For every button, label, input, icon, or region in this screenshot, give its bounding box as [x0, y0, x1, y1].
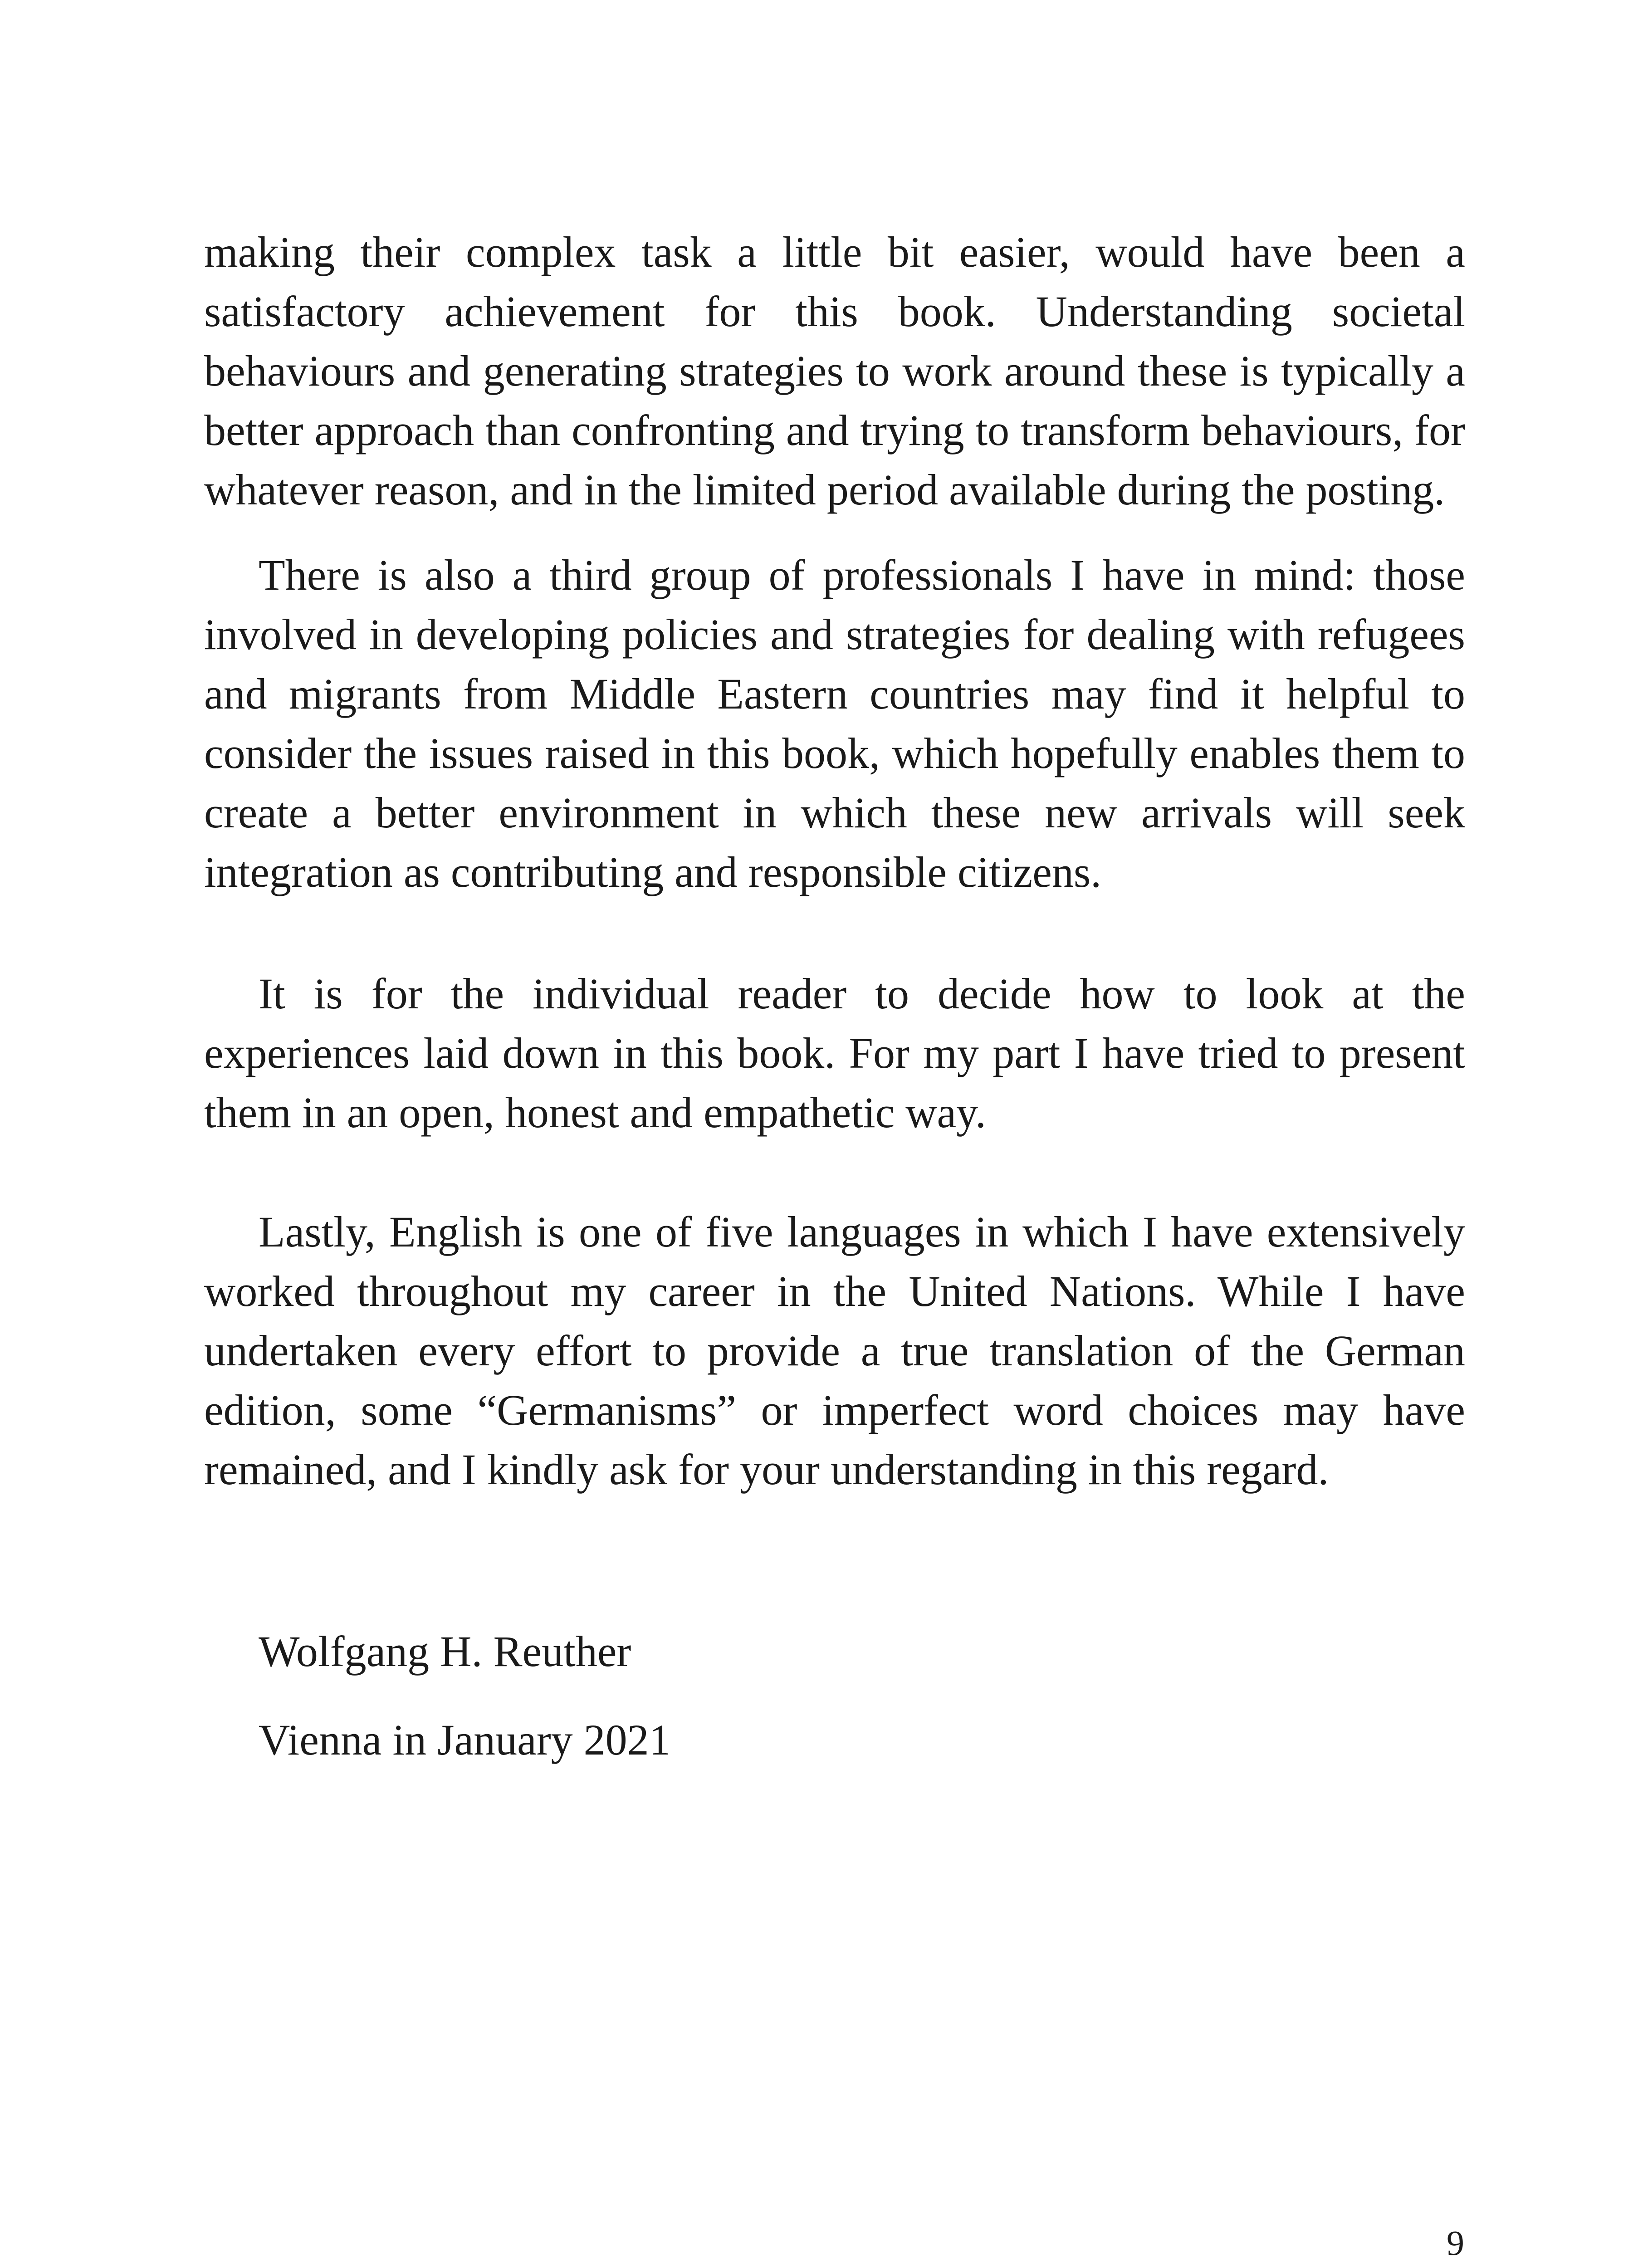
page-number: 9	[1447, 2223, 1464, 2263]
paragraph-reader-decision: It is for the individual reader to decide how to look at the experiences laid down in this book. For my part I have tried to present them in an open, honest and empathetic way.	[204, 969, 1465, 1137]
paragraph-third-group: There is also a third group of professionals I have in mind: those involved in developing policies and strategies for dealing with refugees and migrants from Middle Eastern countries may find it helpful to consider the issues raised in this book, which hopefully enables them to create a better environment in which these new arrivals will seek integration as contributing and responsible citizens.	[204, 551, 1465, 896]
place-date-line: Vienna in January 2021	[259, 1716, 671, 1764]
author-signature: Wolfgang H. Reuther	[259, 1627, 631, 1676]
paragraph-languages: Lastly, English is one of five languages in which I have extensively worked throughout my career in the United Nations. While I have undertaken every effort to provide a true translation of the German edition, some “Germanisms” or imperfect word choices may have remained, and I kindly ask for your understanding in this regard.	[204, 1207, 1465, 1494]
paragraph-continuation: making their complex task a little bit easier, would have been a satisfactory achievement for this book. Understanding societal behaviours and generating strategies to work around these is typically a better approach than confronting and trying to transform behaviours, for whatever reason, and in the limited period available during the posting.	[204, 228, 1465, 514]
